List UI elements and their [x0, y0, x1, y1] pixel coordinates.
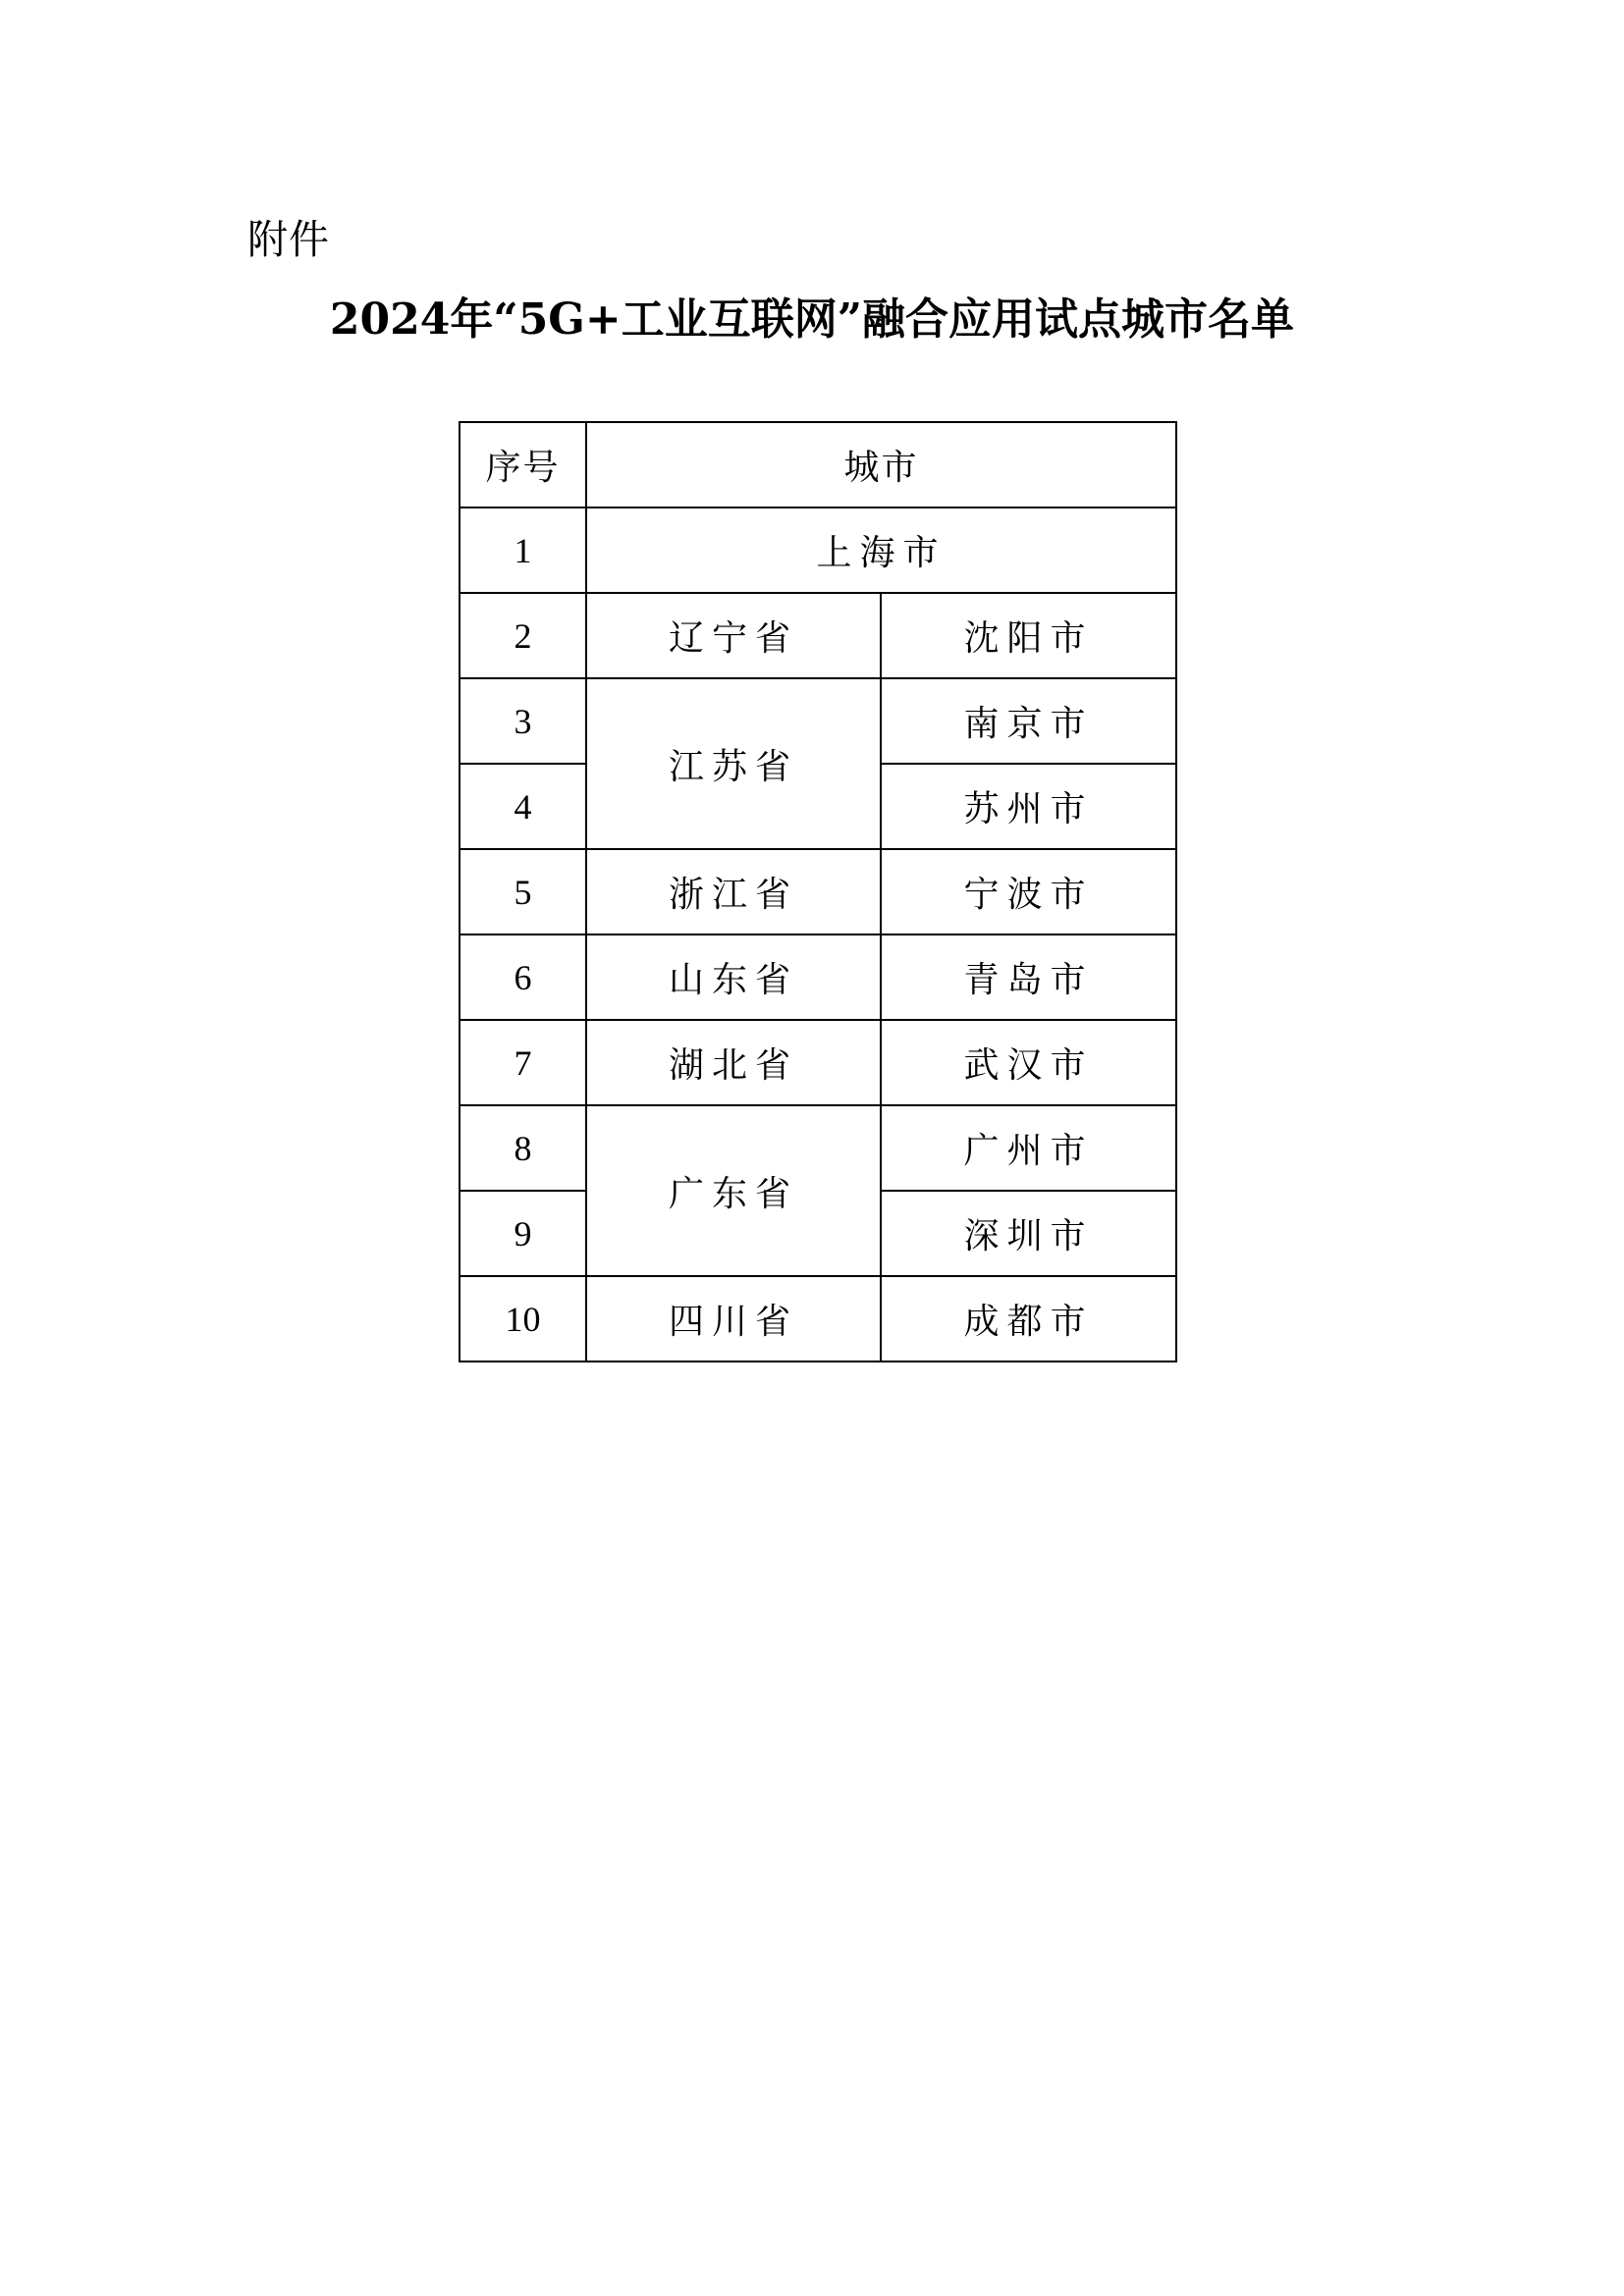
row-number: 9	[460, 1191, 586, 1276]
table-row	[460, 1105, 1176, 1191]
row-number: 2	[460, 593, 586, 678]
city-cell: 上海市	[586, 507, 1176, 593]
row-number: 3	[460, 678, 586, 764]
table-row	[460, 507, 1176, 593]
header-city: 城市	[586, 422, 1176, 507]
province-cell: 浙江省	[586, 849, 881, 934]
city-cell: 深圳市	[881, 1191, 1176, 1276]
province-cell: 山东省	[586, 934, 881, 1020]
table-row	[460, 849, 1176, 934]
pilot-city-table	[459, 421, 1177, 1362]
city-cell: 广州市	[881, 1105, 1176, 1191]
row-number: 6	[460, 934, 586, 1020]
city-cell: 南京市	[881, 678, 1176, 764]
row-number: 4	[460, 764, 586, 849]
province-cell: 广东省	[586, 1105, 881, 1276]
table-row	[460, 1276, 1176, 1362]
row-number: 1	[460, 507, 586, 593]
row-number: 5	[460, 849, 586, 934]
province-cell: 江苏省	[586, 678, 881, 849]
city-cell: 青岛市	[881, 934, 1176, 1020]
table-row	[460, 593, 1176, 678]
header-no: 序号	[460, 422, 586, 507]
city-cell: 苏州市	[881, 764, 1176, 849]
table-row	[460, 678, 1176, 764]
row-number: 8	[460, 1105, 586, 1191]
row-number: 10	[460, 1276, 586, 1362]
table-row	[460, 1020, 1176, 1105]
city-cell: 成都市	[881, 1276, 1176, 1362]
province-cell: 辽宁省	[586, 593, 881, 678]
city-cell: 武汉市	[881, 1020, 1176, 1105]
province-cell: 湖北省	[586, 1020, 881, 1105]
city-cell: 沈阳市	[881, 593, 1176, 678]
table-row	[460, 934, 1176, 1020]
row-number: 7	[460, 1020, 586, 1105]
city-cell: 宁波市	[881, 849, 1176, 934]
province-cell: 四川省	[586, 1276, 881, 1362]
attachment-label: 附件	[247, 216, 330, 263]
table-header-row	[460, 422, 1176, 507]
page-title: 2024年“5G+工业互联网”融合应用试点城市名单	[329, 294, 1295, 345]
